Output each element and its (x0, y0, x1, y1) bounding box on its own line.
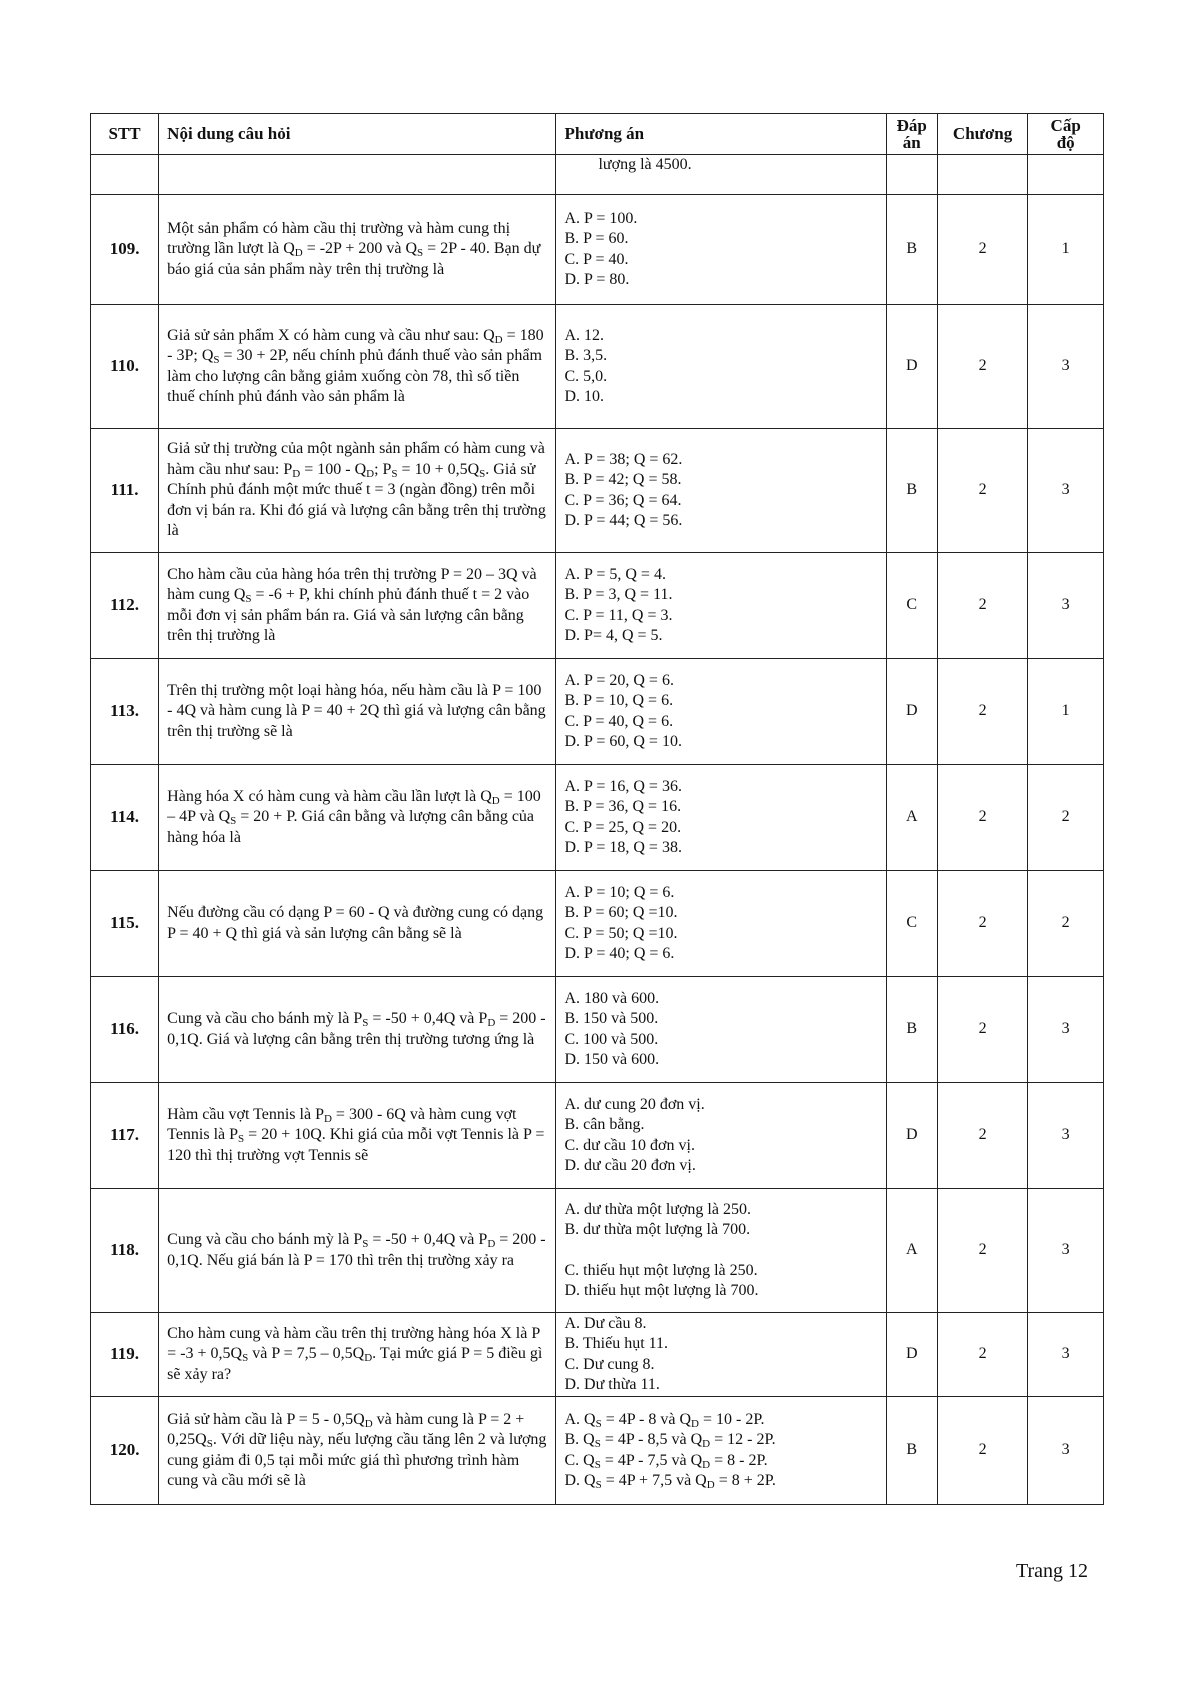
question-number: 118. (91, 1189, 159, 1313)
header-answer-line1: Đáp (896, 116, 927, 135)
text-fragment: . Tại mức giá P = 5 điều gì sẽ xảy ra? (167, 1345, 543, 1383)
text-fragment: = 100 – 4P và Q (167, 787, 541, 826)
option-item: A. P = 16, Q = 36. (564, 777, 682, 795)
correct-answer: C (886, 553, 937, 659)
text-fragment: Giả sử sản phẩm X có hàm cung và cầu như sau: Q (167, 326, 495, 344)
question-content (167, 439, 547, 542)
question-row (91, 1313, 1104, 1397)
option-item: C. P = 40. (564, 250, 629, 268)
subscript: S (362, 1017, 369, 1029)
answer-options (556, 977, 886, 1083)
text-fragment: Một sản phẩm có hàm cầu thị trường và hàm cung thị trường lần lượt là Q (167, 219, 511, 258)
table-body (91, 155, 1104, 1505)
subscript: S (245, 593, 252, 605)
question-number: 117. (91, 1083, 159, 1189)
header-level (1028, 114, 1104, 155)
table-header-row (91, 114, 1104, 155)
question-number: 119. (91, 1313, 159, 1397)
header-answer-line2: án (902, 133, 921, 152)
question-row (91, 659, 1104, 765)
question-row (91, 195, 1104, 305)
subscript: D (364, 1352, 373, 1365)
text-fragment: = -50 + 0,4Q và P (368, 1231, 488, 1248)
header-stt: STT (91, 114, 159, 155)
question-row (91, 765, 1104, 871)
question-content (167, 681, 547, 743)
subscript: D (366, 467, 375, 480)
text-fragment: = 20 + 10Q. Khi giá của mỗi vợt Tennis là P = 120 thì thị trường vợt Tennis sẽ (167, 1126, 545, 1164)
option-item: B. P = 60; Q =10. (564, 904, 678, 921)
option-item: A. dư cung 20 đơn vị. (564, 1095, 705, 1113)
question-text (159, 765, 556, 871)
subscript: S (595, 1417, 602, 1430)
text-fragment: . Giả sử Chính phủ đánh một mức thuế t = 3 (ngàn đồng) trên mỗi đơn vị bán ra. Khi đó giá và lượng cân bằng trên thị trường là (167, 460, 546, 540)
level-value: 1 (1028, 659, 1104, 765)
header-level-line1: Cấp (1050, 116, 1081, 135)
chapter-value: 2 (937, 1397, 1028, 1505)
subscript: S (594, 1458, 601, 1471)
subscript: S (206, 1438, 213, 1450)
answer-options (556, 765, 886, 871)
answer-options (556, 1397, 886, 1505)
option-item: A. 12. (564, 326, 605, 344)
level-value: 2 (1028, 871, 1104, 977)
subscript: S (479, 467, 486, 480)
text-fragment: = 4P - 8,5 và Q (600, 1431, 703, 1448)
carryover-row (91, 155, 1104, 195)
text-fragment: Giả sử hàm cầu là P = 5 - 0,5Q (167, 1410, 365, 1428)
option-item: B. P = 42; Q = 58. (564, 471, 682, 488)
level-value: 3 (1028, 1313, 1104, 1397)
option-item: A. P = 20, Q = 6. (564, 671, 674, 689)
question-row (91, 1189, 1104, 1313)
chapter-value: 2 (937, 553, 1028, 659)
question-text (159, 1083, 556, 1189)
option-item: B. cân bằng. (564, 1116, 645, 1133)
subscript: D (706, 1479, 715, 1491)
text-fragment: = 20 + P. Giá cân bằng và lượng cân bằng của hàng hóa là (167, 808, 535, 846)
answer-options (556, 871, 886, 977)
level-value: 3 (1028, 1397, 1104, 1505)
question-content (167, 903, 547, 944)
option-item: D. thiếu hụt một lượng là 700. (564, 1282, 759, 1299)
option-item: A. 180 và 600. (564, 989, 660, 1007)
option-item: B. P = 3, Q = 11. (564, 586, 673, 603)
answer-options (556, 305, 886, 429)
text-fragment: = 100 - Q (300, 460, 367, 478)
level-value: 3 (1028, 429, 1104, 553)
option-item (564, 1430, 877, 1451)
subscript: S (213, 354, 220, 366)
option-item: D. 150 và 600. (564, 1051, 660, 1068)
answer-options (556, 1083, 886, 1189)
text-fragment: A. Q (564, 1410, 596, 1428)
level-value: 3 (1028, 553, 1104, 659)
text-fragment: Nếu đường cầu có dạng P = 60 - Q và đường cung có dạng P = 40 + Q thì giá và sản lượng cân bằng sẽ là (167, 904, 544, 942)
question-content (167, 1410, 547, 1492)
subscript: S (238, 1133, 245, 1146)
text-fragment: = 300 - 6Q và hàm cung vợt Tennis là P (167, 1105, 517, 1144)
answer-options (556, 429, 886, 553)
page-label: Trang (1015, 1560, 1063, 1582)
text-fragment: = 2P - 40. Bạn dự báo giá của sản phẩm này trên thị trường là (167, 240, 541, 278)
option-item: B. P = 10, Q = 6. (564, 692, 674, 709)
subscript: D (702, 1438, 711, 1450)
question-number: 116. (91, 977, 159, 1083)
option-item: A. P = 5, Q = 4. (564, 565, 666, 583)
option-item: D. P = 18, Q = 38. (564, 839, 682, 856)
question-content (167, 787, 547, 849)
option-item: C. 5,0. (564, 367, 608, 385)
chapter-value: 2 (937, 977, 1028, 1083)
chapter-value: 2 (937, 1313, 1028, 1397)
answer-options (556, 659, 886, 765)
correct-answer: D (886, 659, 937, 765)
option-item: B. P = 60. (564, 230, 629, 247)
header-level-line2: độ (1056, 133, 1075, 152)
option-item: C. P = 11, Q = 3. (564, 606, 673, 624)
question-row (91, 1083, 1104, 1189)
text-fragment: C. Q (564, 1451, 595, 1469)
subscript: S (595, 1479, 602, 1491)
text-fragment: Cho hàm cầu của hàng hóa trên thị trường P = 20 – 3Q và hàm cung Q (167, 565, 537, 603)
answer-options (556, 195, 886, 305)
text-fragment: Hàm cầu vợt Tennis là P (167, 1105, 324, 1123)
text-fragment: và hàm cung là P = 2 + 0,25Q (167, 1410, 525, 1448)
subscript: D (702, 1458, 711, 1471)
page-value: 12 (1068, 1560, 1088, 1582)
answer-options (556, 553, 886, 659)
option-item: D. P = 44; Q = 56. (564, 512, 683, 529)
option-item: D. P = 80. (564, 271, 630, 288)
option-item: C. P = 36; Q = 64. (564, 491, 682, 509)
question-content (167, 1105, 547, 1167)
correct-answer: A (886, 1189, 937, 1313)
question-content (167, 1230, 547, 1271)
subscript: S (242, 1352, 249, 1365)
question-number: 120. (91, 1397, 159, 1505)
chapter-value: 2 (937, 1083, 1028, 1189)
option-item: D. 10. (564, 388, 605, 405)
text-fragment: = 12 - 2P. (710, 1431, 776, 1448)
chapter-value: 2 (937, 871, 1028, 977)
correct-answer: D (886, 305, 937, 429)
text-fragment: = 200 - 0,1Q. Nếu giá bán là P = 170 thì trên thị trường xảy ra (167, 1231, 546, 1269)
option-item: C. 100 và 500. (564, 1030, 659, 1048)
text-fragment: = 8 + 2P. (714, 1472, 776, 1489)
subscript: D (294, 247, 303, 260)
subscript: D (292, 467, 301, 480)
subscript: D (691, 1417, 699, 1430)
option-item (564, 1451, 877, 1472)
question-content (167, 219, 547, 281)
option-item: B. dư thừa một lượng là 700. (564, 1221, 751, 1238)
text-fragment: B. Q (564, 1431, 595, 1448)
text-fragment: Hàng hóa X có hàm cung và hàm cầu lần lượt là Q (167, 787, 492, 805)
chapter-value: 2 (937, 429, 1028, 553)
correct-answer: B (886, 195, 937, 305)
subscript: S (230, 815, 237, 828)
option-item: C. Dư cung 8. (564, 1355, 655, 1373)
option-item: A. dư thừa một lượng là 250. (564, 1200, 751, 1218)
text-fragment: Giả sử thị trường của một ngành sản phẩm có hàm cung và hàm cầu như sau: P (167, 440, 545, 478)
question-number: 112. (91, 553, 159, 659)
text-fragment: Cho hàm cung và hàm cầu trên thị trường hàng hóa X là P = -3 + 0,5Q (167, 1324, 540, 1363)
text-fragment: = -50 + 0,4Q và P (368, 1010, 488, 1027)
correct-answer: A (886, 765, 937, 871)
text-fragment: = 8 - 2P. (710, 1451, 768, 1469)
answer-options (556, 1189, 886, 1313)
page-number (1011, 1560, 1088, 1583)
option-spacer (564, 1241, 877, 1261)
text-fragment: = 10 + 0,5Q (397, 460, 480, 478)
level-value: 3 (1028, 1083, 1104, 1189)
correct-answer: B (886, 977, 937, 1083)
question-text (159, 977, 556, 1083)
chapter-value: 2 (937, 765, 1028, 871)
subscript: S (362, 1238, 369, 1250)
header-question: Nội dung câu hỏi (159, 114, 556, 155)
subscript: D (323, 1112, 332, 1125)
subscript: D (494, 333, 503, 346)
option-item: D. P = 60, Q = 10. (564, 733, 682, 750)
option-item: C. P = 40, Q = 6. (564, 712, 674, 730)
subscript: S (594, 1438, 601, 1450)
option-item: B. Thiếu hụt 11. (564, 1335, 669, 1352)
correct-answer: C (886, 871, 937, 977)
option-item: A. P = 100. (564, 209, 638, 227)
level-value: 2 (1028, 765, 1104, 871)
question-row (91, 977, 1104, 1083)
question-row (91, 305, 1104, 429)
subscript: D (487, 1017, 496, 1029)
subscript: D (364, 1417, 373, 1430)
option-item: B. 3,5. (564, 347, 608, 364)
header-options: Phương án (556, 114, 886, 155)
answer-options (556, 1313, 886, 1397)
text-fragment: = 180 - 3P; Q (167, 326, 544, 364)
level-value: 1 (1028, 195, 1104, 305)
header-chapter: Chương (937, 114, 1028, 155)
option-item: C. dư cầu 10 đơn vị. (564, 1136, 695, 1154)
text-fragment: = 4P - 7,5 và Q (600, 1451, 703, 1469)
option-item (564, 1410, 877, 1431)
header-answer (886, 114, 937, 155)
question-text (159, 195, 556, 305)
option-item: A. P = 10; Q = 6. (564, 883, 675, 901)
question-row (91, 1397, 1104, 1505)
option-item: D. dư cầu 20 đơn vị. (564, 1157, 696, 1174)
option-item: D. P= 4, Q = 5. (564, 627, 663, 644)
text-fragment: và P = 7,5 – 0,5Q (248, 1345, 365, 1363)
question-number: 114. (91, 765, 159, 871)
level-value: 3 (1028, 977, 1104, 1083)
carryover-text: lượng là 4500. (556, 155, 886, 195)
chapter-value: 2 (937, 1189, 1028, 1313)
question-content (167, 1009, 547, 1050)
text-fragment: = 10 - 2P. (698, 1410, 765, 1428)
option-item (564, 1471, 877, 1492)
question-number: 115. (91, 871, 159, 977)
question-content (167, 1324, 547, 1386)
option-item: A. Dư cầu 8. (564, 1314, 647, 1332)
question-text (159, 1313, 556, 1397)
subscript: D (487, 1238, 496, 1250)
text-fragment: D. Q (564, 1472, 596, 1489)
text-fragment: Cung và cầu cho bánh mỳ là P (167, 1010, 363, 1027)
question-content (167, 565, 547, 647)
question-number: 109. (91, 195, 159, 305)
question-text (159, 871, 556, 977)
chapter-value: 2 (937, 195, 1028, 305)
text-fragment: = 200 - 0,1Q. Giá và lượng cân bằng trên thị trường tương ứng là (167, 1010, 546, 1048)
question-row (91, 553, 1104, 659)
option-item: D. Dư thừa 11. (564, 1376, 660, 1393)
question-text (159, 659, 556, 765)
question-text (159, 553, 556, 659)
chapter-value: 2 (937, 305, 1028, 429)
level-value: 3 (1028, 305, 1104, 429)
correct-answer: B (886, 429, 937, 553)
chapter-value: 2 (937, 659, 1028, 765)
question-number: 110. (91, 305, 159, 429)
question-table (90, 113, 1104, 1505)
question-text (159, 305, 556, 429)
subscript: S (417, 247, 424, 260)
correct-answer: D (886, 1313, 937, 1397)
question-text (159, 1189, 556, 1313)
question-content (167, 326, 547, 408)
question-text (159, 429, 556, 553)
text-fragment: . Với dữ liệu này, nếu lượng cầu tăng lên 2 và lượng cung giảm đi 0,5 tại mỗi mức giá thì phương trình hàm cung và cầu mới sẽ là (167, 1431, 547, 1489)
question-row (91, 429, 1104, 553)
option-item: B. 150 và 500. (564, 1010, 659, 1027)
question-number: 111. (91, 429, 159, 553)
text-fragment: = 4P + 7,5 và Q (601, 1472, 707, 1489)
subscript: S (391, 467, 398, 480)
question-number: 113. (91, 659, 159, 765)
correct-answer: D (886, 1083, 937, 1189)
text-fragment: Cung và cầu cho bánh mỳ là P (167, 1231, 363, 1248)
question-row (91, 871, 1104, 977)
option-item: C. thiếu hụt một lượng là 250. (564, 1261, 758, 1279)
option-item: B. P = 36, Q = 16. (564, 798, 682, 815)
option-item: D. P = 40; Q = 6. (564, 945, 675, 962)
subscript: D (491, 794, 500, 807)
option-item: C. P = 50; Q =10. (564, 924, 678, 942)
text-fragment: = -2P + 200 và Q (302, 240, 418, 258)
text-fragment: ; P (374, 460, 392, 478)
option-item: A. P = 38; Q = 62. (564, 450, 683, 468)
text-fragment: = 4P - 8 và Q (601, 1410, 692, 1428)
question-text (159, 1397, 556, 1505)
text-fragment: Trên thị trường một loại hàng hóa, nếu hàm cầu là P = 100 - 4Q và hàm cung là P = 40 + 2Q thì giá và lượng cân bằng trên thị trường sẽ là (167, 681, 546, 740)
option-item: C. P = 25, Q = 20. (564, 818, 682, 836)
level-value: 3 (1028, 1189, 1104, 1313)
correct-answer: B (886, 1397, 937, 1505)
text-fragment: = 30 + 2P, nếu chính phủ đánh thuế vào sản phẩm làm cho lượng cân bằng giảm xuống còn 78, thì số tiền thuế chính phủ đánh vào sản phẩm là (167, 347, 542, 405)
text-fragment: = -6 + P, khi chính phủ đánh thuế t = 2 vào mỗi đơn vị sản phẩm bán ra. Giá và sản lượng cân bằng trên thị trường là (167, 586, 530, 644)
